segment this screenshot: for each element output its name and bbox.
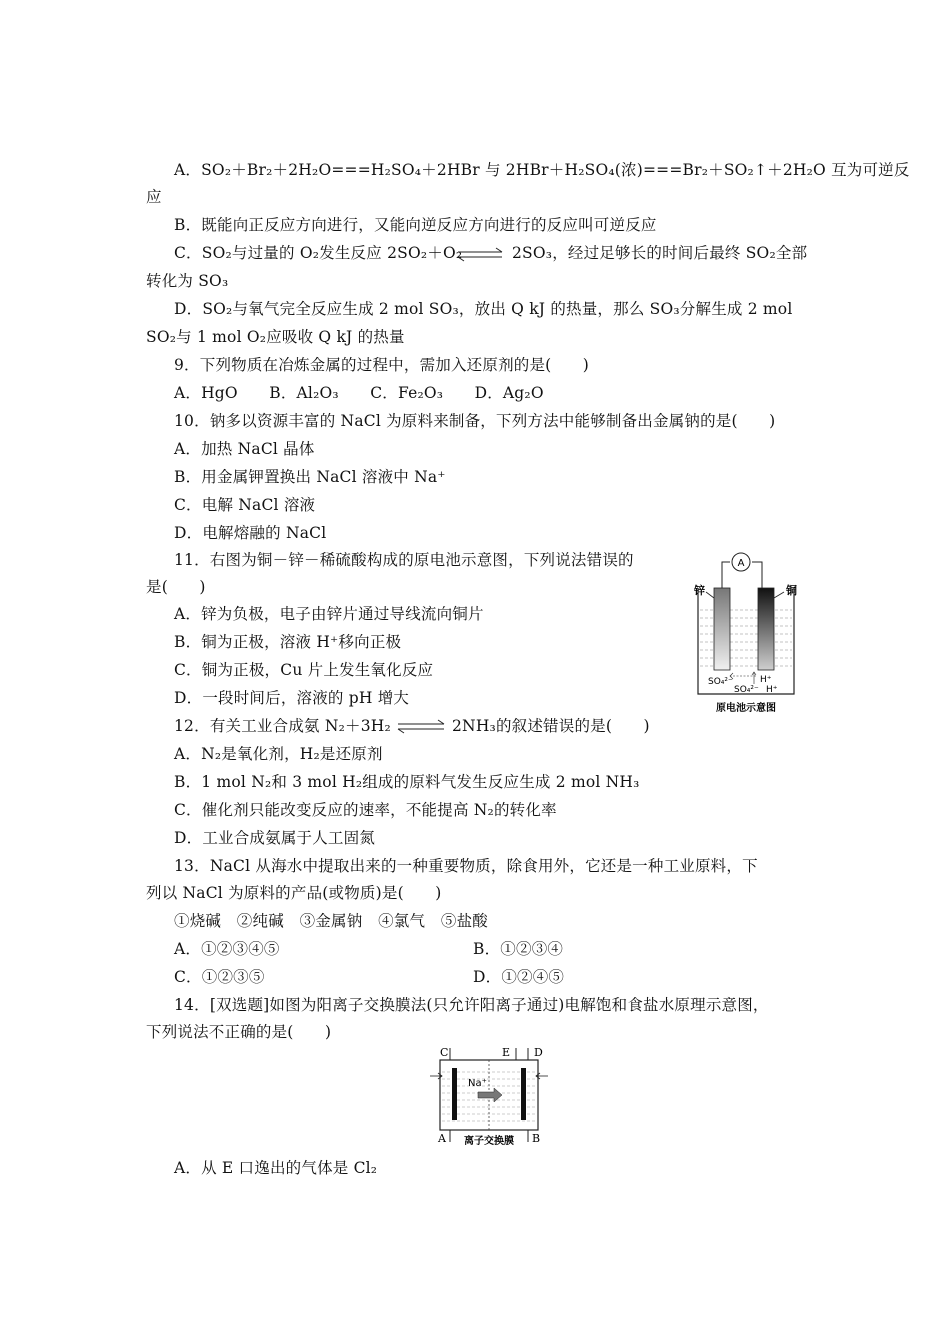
port-e-label: E xyxy=(502,1046,511,1059)
q9-options: A．HgO B．Al₂O₃ C．Fe₂O₃ D．Ag₂O xyxy=(174,384,544,402)
q12-option-c: C．催化剂只能改变反应的速率，不能提高 N₂的转化率 xyxy=(174,801,557,819)
q8-option-c-line2: 转化为 SO₃ xyxy=(146,272,229,290)
q10-option-d: D．电解熔融的 NaCl xyxy=(174,524,327,542)
q11-option-a: A．锌为负极，电子由锌片通过导线流向铜片 xyxy=(174,605,484,623)
q13-option-a: A．①②③④⑤ xyxy=(174,940,280,958)
q11-stem-line1: 11．右图为铜－锌－稀硫酸构成的原电池示意图，下列说法错误的 xyxy=(174,551,634,569)
q10-option-c: C．电解 NaCl 溶液 xyxy=(174,496,316,514)
zinc-electrode xyxy=(714,588,730,670)
q11-option-b: B．铜为正极，溶液 H⁺移向正极 xyxy=(174,633,402,651)
q14-option-a: A．从 E 口逸出的气体是 Cl₂ xyxy=(174,1159,378,1177)
q13-option-b: B．①②③④ xyxy=(473,940,564,958)
q8-option-d-line2: SO₂与 1 mol O₂应吸收 Q kJ 的热量 xyxy=(146,328,405,346)
port-d-label: D xyxy=(534,1046,543,1059)
cathode xyxy=(521,1068,526,1120)
hydrogen-ion-2: H⁺ xyxy=(766,685,778,695)
q13-items: ①烧碱 ②纯碱 ③金属钠 ④氯气 ⑤盐酸 xyxy=(174,912,489,930)
reversible-arrow-icon xyxy=(452,246,508,262)
port-a-label: A xyxy=(438,1132,446,1145)
q13-option-c: C．①②③⑤ xyxy=(174,968,265,986)
q12-stem-a: 12．有关工业合成氨 N₂＋3H₂ xyxy=(174,717,391,735)
sulfate-ion-mid: SO₄²⁻ xyxy=(734,685,759,695)
q14-stem-line2: 下列说法不正确的是( ) xyxy=(146,1023,332,1041)
q11-option-d: D．一段时间后，溶液的 pH 增大 xyxy=(174,689,410,707)
port-c-label: C xyxy=(440,1046,449,1059)
q13-stem-line1: 13．NaCl 从海水中提取出来的一种重要物质，除食用外，它还是一种工业原料，下 xyxy=(174,857,758,875)
galvanic-cell-caption: 原电池示意图 xyxy=(716,703,776,714)
q12-stem-b: 2NH₃的叙述错误的是( ) xyxy=(452,717,650,735)
q12-option-b: B．1 mol N₂和 3 mol H₂组成的原料气发生反应生成 2 mol NH₃ xyxy=(174,773,640,791)
q13-option-d: D．①②④⑤ xyxy=(473,968,565,986)
zinc-label: 锌 xyxy=(694,584,705,597)
q10-option-a: A．加热 NaCl 晶体 xyxy=(174,440,315,458)
q11-option-c: C．铜为正极，Cu 片上发生氧化反应 xyxy=(174,661,434,679)
q10-option-b: B．用金属钾置换出 NaCl 溶液中 Na⁺ xyxy=(174,468,446,486)
copper-label: 铜 xyxy=(786,584,797,597)
anode xyxy=(452,1068,457,1120)
q8-option-a-line2: 应 xyxy=(146,188,162,206)
sodium-ion-label: Na⁺ xyxy=(468,1078,487,1089)
q8-option-c-line1a: C．SO₂与过量的 O₂发生反应 2SO₂＋O₂ xyxy=(174,244,463,262)
copper-electrode xyxy=(758,588,774,670)
q14-stem-line1: 14．[双选题]如图为阳离子交换膜法(只允许阳离子通过)电解饱和食盐水原理示意图， xyxy=(174,996,769,1014)
q8-option-d-line1: D．SO₂与氧气完全反应生成 2 mol SO₃，放出 Q kJ 的热量，那么 SO₃分解生成 2 mol xyxy=(174,300,793,318)
q12-option-a: A．N₂是氧化剂，H₂是还原剂 xyxy=(174,745,383,763)
q12-option-d: D．工业合成氨属于人工固氮 xyxy=(174,829,376,847)
q10-stem: 10．钠多以资源丰富的 NaCl 为原料来制备，下列方法中能够制备出金属钠的是( ) xyxy=(174,412,776,430)
q11-stem-line2: 是( ) xyxy=(146,578,206,596)
q8-option-b: B．既能向正反应方向进行，又能向逆反应方向进行的反应叫可逆反应 xyxy=(174,216,657,234)
electrolysis-figure xyxy=(428,1046,550,1152)
sulfate-ion-left: SO₄²⁻ xyxy=(708,677,733,687)
membrane-caption: 离子交换膜 xyxy=(464,1136,514,1147)
port-b-label: B xyxy=(532,1132,541,1145)
q8-option-c-line1b: 2SO₃，经过足够长的时间后最终 SO₂全部 xyxy=(512,244,808,262)
q8-option-a-line1: A．SO₂＋Br₂＋2H₂O===H₂SO₄＋2HBr 与 2HBr＋H₂SO₄(浓)===Br₂＋SO₂↑＋2H₂O 互为可逆反 xyxy=(174,161,910,179)
hydrogen-ion-1: H⁺ xyxy=(760,675,772,685)
reversible-arrow-icon xyxy=(392,718,450,734)
galvanic-cell-figure xyxy=(690,548,810,718)
q9-stem: 9．下列物质在冶炼金属的过程中，需加入还原剂的是( ) xyxy=(174,356,590,374)
q13-stem-line2: 列以 NaCl 为原料的产品(或物质)是( ) xyxy=(146,884,442,902)
ammeter-label: A xyxy=(737,558,745,569)
